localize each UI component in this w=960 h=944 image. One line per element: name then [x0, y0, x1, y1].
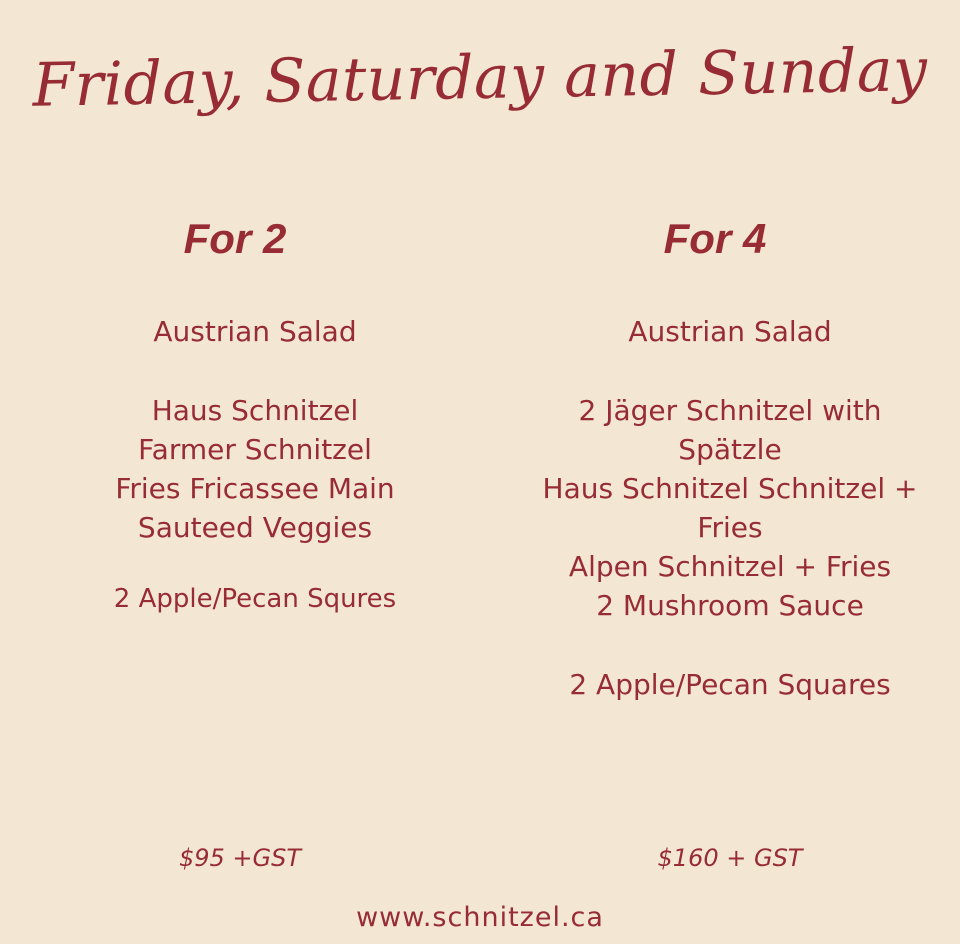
for-4-item-fries: Fries	[697, 511, 763, 544]
for-4-item-haus-schnitzel: Haus Schnitzel Schnitzel +	[542, 472, 918, 505]
for-4-item-alpen-schnitzel: Alpen Schnitzel + Fries	[568, 550, 892, 583]
for-4-item-mushroom-sauce: 2 Mushroom Sauce	[596, 589, 864, 622]
website-link[interactable]: www.schnitzel.ca	[356, 902, 604, 933]
for-4-item-spatzle: Spätzle	[678, 433, 782, 466]
for-2-item-sauteed-veggies: Sauteed Veggies	[137, 511, 373, 544]
for-4-item-apple-pecan-squares: 2 Apple/Pecan Squares	[569, 668, 891, 701]
for-4-item-jager-schnitzel: 2 Jäger Schnitzel with	[578, 394, 882, 427]
for-2-item-haus-schnitzel: Haus Schnitzel	[151, 394, 359, 427]
for-4-item-austrian-salad: Austrian Salad	[628, 315, 832, 348]
for-2-item-austrian-salad: Austrian Salad	[153, 315, 357, 348]
for-2-price: $95 +GST	[178, 844, 302, 872]
page-title: Friday, Saturday and Sunday	[31, 35, 929, 121]
for-2-heading: For 2	[183, 215, 287, 262]
for-4-heading: For 4	[663, 215, 767, 262]
for-2-item-apple-pecan-squares: 2 Apple/Pecan Squres	[113, 584, 397, 614]
for-4-price: $160 + GST	[657, 844, 803, 872]
for-2-item-farmer-schnitzel: Farmer Schnitzel	[138, 433, 372, 466]
for-2-item-fries-fricassee-main: Fries Fricassee Main	[115, 472, 395, 505]
